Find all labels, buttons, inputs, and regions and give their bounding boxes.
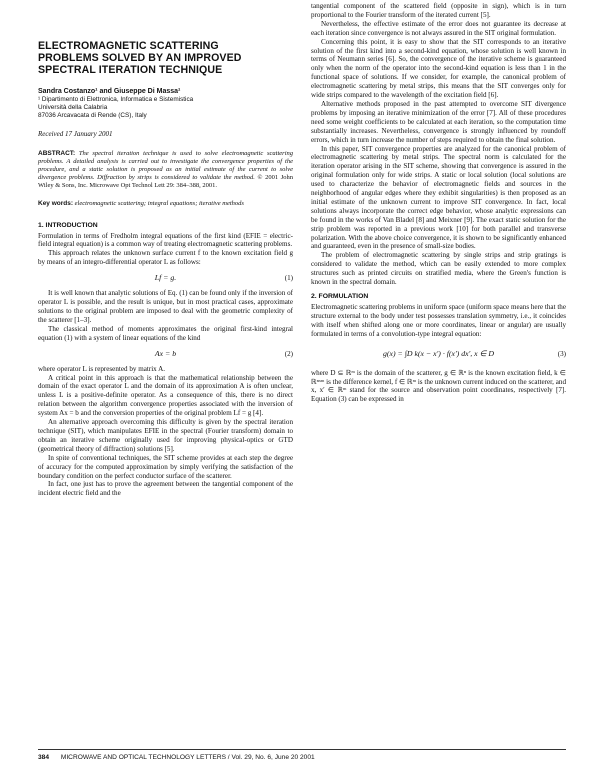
paragraph: In this paper, SIT convergence properties are analyzed for the canonical problem of electromagnetic scattering by metal strips. The spectral norm is calculated for the iteration operator arising in the SIT scheme, showing that convergence is assured in the original formulation only for wide strips. A static or local solution (local solutions are used to characterize the behavior of electromagnetic fields and sources in the neighborhood of angular edges where they exhibit singularities) is then proposed as an initial estimate of the unknown current to improve SIT convergence. In fact, local solutions always incorporate the correct edge behavior, whose analytic expressions can be found in the works of Van Bladel [8] and Meixner [9]. The exact static solution for the strip problem was reported in a previous work [10] for both parallel and transverse polarization. With the above choice convergence, it is shown to be significantly enhanced and guaranteed, even in the presence of small-size bodies. xyxy=(311,144,566,251)
affiliation-line-3: 87036 Arcavacata di Rende (CS), Italy xyxy=(38,112,147,119)
paragraph: Concerning this point, it is easy to show that the SIT corresponds to an iterative solution of the first kind into a second-kind equation, whose solution is well known in terms of Neumann series [6]. So, the convergence of the iterative scheme is guaranteed only when the norm of the operator into the second-kind equation is less than 1 in the functional space of solutions. If we consider, for example, the canonical problem of electromagnetic scattering by metal strips, this means that the SIT converges only for wide strips compared to the wavelength of the excitation field [6]. xyxy=(311,37,566,100)
paragraph: This approach relates the unknown surface current f to the known excitation field g by means of an integro-differential operator L as follows: xyxy=(38,249,293,267)
affiliation xyxy=(38,96,293,120)
title-line-2: PROBLEMS SOLVED BY AN IMPROVED xyxy=(38,52,242,64)
page-footer xyxy=(38,749,566,761)
affiliation-line-2: Università della Calabria xyxy=(38,104,108,111)
paragraph: An alternative approach overcoming this difficulty is given by the spectral iteration technique (SIT), which manipulates EFIE in the spectral (Fourier transform) domain to obtain an iterative scheme originally used for improving physical-optics or GTD (geometrical theory of diffraction) solutions [5]. xyxy=(38,418,293,453)
affiliation-line-1: ¹ Dipartimento di Elettronica, Informatica e Sistemistica xyxy=(38,96,194,103)
paragraph: Nevertheless, the effective estimate of the error does not guarantee its decrease at each iteration since convergence is not always assured in the SIT original formulation. xyxy=(311,19,566,37)
equation-2-number: (2) xyxy=(284,349,293,358)
title-line-3: SPECTRAL ITERATION TECHNIQUE xyxy=(38,64,223,76)
equation-1 xyxy=(38,270,293,286)
left-column xyxy=(38,30,293,498)
paragraph: In fact, one just has to prove the agreement between the tangential component of the incident electric field and the xyxy=(38,480,293,498)
equation-1-number: (1) xyxy=(284,274,293,283)
equation-2 xyxy=(38,346,293,362)
paragraph: A critical point in this approach is that the mathematical relationship between the domain of the exact operator L and the domain of its approximation A is often unclear, unless L is a positive-definite operator. As a consequence of this, there is no direct relation between the algorithm convergence properties associated with the inversion of system Ax = b and the conversion properties of the original problem Lf = g [4]. xyxy=(38,373,293,418)
paragraph: Alternative methods proposed in the past attempted to overcome SIT divergence problems by imposing an iterative minimization of the error [7]. All of these procedures need some weight coefficients to be calculated at each iteration, so the computation time substantially increases. Nevertheless, convergence is strongly influenced by roundoff errors, which in turn increase the number of steps required to obtain the final solution. xyxy=(311,99,566,144)
abstract xyxy=(38,150,293,190)
paragraph: The problem of electromagnetic scattering by single strips and strip gratings is considered to validate the method, which can be easily extended to more complex structures such as printed circuits on stratified media, where the Green's function is known in the spectral domain. xyxy=(311,251,566,287)
paragraph: It is well known that analytic solutions of Eq. (1) can be found only if the inversion of operator L is possible, and the result is unique, but in most practical cases, approximate solutions to the original problem are imposed to deal with the geometric complexity of the scatterer [1–3]. xyxy=(38,289,293,324)
abstract-citation: © 2001 John Wiley & Sons, Inc. Microwave Opt Technol Lett 29: 384–388, 2001. xyxy=(38,174,294,190)
equation-2-body: Ax = b xyxy=(154,348,177,358)
section-heading-introduction: 1. INTRODUCTION xyxy=(38,221,98,229)
page-number: 384 xyxy=(38,754,50,761)
paper-title xyxy=(38,40,293,76)
keywords xyxy=(38,200,293,208)
equation-3-body: g(x) = ∫D k(x − x′) · f(x′) dx′, x ∈ D xyxy=(383,348,494,358)
journal-citation: MICROWAVE AND OPTICAL TECHNOLOGY LETTERS / Vol. 29, No. 6, June 20 2001 xyxy=(60,754,315,761)
paragraph: Formulation in terms of Fredholm integral equations of the first kind (EFIE = electric-field integral equation) is a common way of treating electromagnetic scattering problems. xyxy=(38,231,293,249)
right-column xyxy=(311,2,566,404)
title-line-1: ELECTROMAGNETIC SCATTERING xyxy=(38,40,219,52)
paragraph: In spite of conventional techniques, the SIT scheme provides at each step the degree of accuracy for the computed approximation by simply verifying the satisfaction of the boundary condition on the perfect conductor surface of the scatterer. xyxy=(38,453,293,480)
paragraph: where D ⊆ ℝᵐ is the domain of the scatterer, g ∈ ℝⁿ is the known excitation field, k ∈ ℝⁿˣᵐ is the difference kernel, f ∈ ℝᵐ is the unknown current induced on the scatterer, and x, x′ ∈ ℝᵐ stand for the source and observation point coordinates, respectively [7]. Equation (3) can be expressed in xyxy=(311,368,566,404)
equation-1-body: Lf = g. xyxy=(154,273,177,283)
equation-3 xyxy=(311,342,566,366)
paragraph: The classical method of moments approximates the original first-kind integral equation (1) with a system of linear equations of the kind xyxy=(38,324,293,342)
paragraph: Electromagnetic scattering problems in uniform space (uniform space means here that the structure external to the body under test possesses translation symmetry, i.e., it coincides with itself when shifted along one or more coordinates, linear or angular) are usually formulated in terms of a convolution-type integral equation: xyxy=(311,303,566,338)
received-date: Received 17 January 2001 xyxy=(38,130,113,138)
paragraph: tangential component of the scattered field (opposite in sign), which is in turn proportional to the Fourier transform of the iterated current [5]. xyxy=(311,2,566,19)
section-heading-formulation: 2. FORMULATION xyxy=(311,293,369,300)
keywords-label: Key words: xyxy=(38,200,74,208)
authors: Sandra Costanzo¹ and Giuseppe Di Massa¹ xyxy=(38,88,181,95)
equation-3-number: (3) xyxy=(557,349,566,358)
abstract-text: The spectral iteration technique is used to solve electromagnetic scattering problems. A detailed analysis is carried out to investigate the convergence properties of the procedure, and a static solution is proposed as an initial estimate of the current to solve divergence problems. Diffraction by strips is considered to validate the method. xyxy=(38,150,293,182)
keywords-text: electromagnetic scattering; integral equations; iterative methods xyxy=(74,200,244,208)
paragraph: where operator L is represented by matrix A. xyxy=(38,364,165,373)
abstract-label: ABSTRACT: xyxy=(38,150,76,157)
